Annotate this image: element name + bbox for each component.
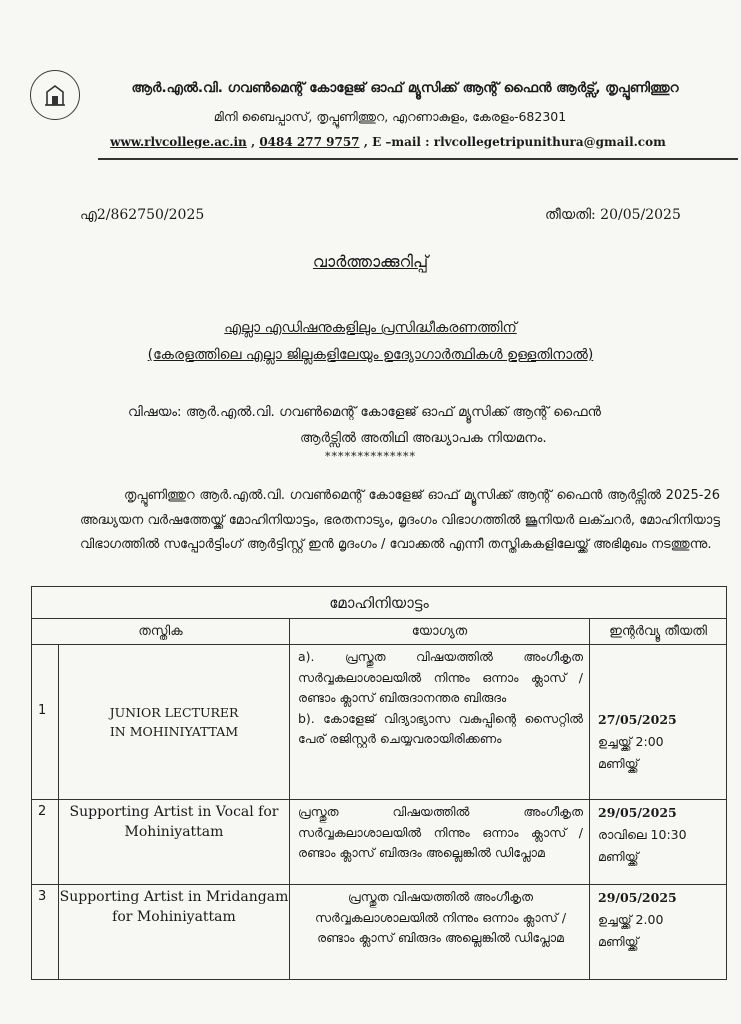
qualification-b: b). കോളേജ് വിദ്യാഭ്യാസ വകുപ്പിന്റെ സൈറ്റിൽ പേര് രജിസ്റ്റർ ചെയ്യവരായിരിക്കണം [298,710,583,746]
document-date [545,207,681,223]
college-emblem-icon [43,83,67,107]
post-name-text: JUNIOR LECTURER IN MOHINIYATTAM [109,705,239,739]
interview-date [590,645,727,800]
qualification [290,645,590,800]
contact-line: www.rlvcollege.ac.in , 0484 277 9757 , E –mail : rlvcollegetripunithura@gmail.com [110,135,666,149]
posts-table [31,586,727,980]
table-row [32,645,727,800]
interview-date [590,885,727,980]
interview-time: രാവിലെ 10:30 [598,827,687,842]
interview-date-value: 27/05/2025 [598,712,677,727]
interview-date [590,800,727,885]
qualification: പ്രസ്തുത വിഷയത്തിൽ അംഗീകൃത സർവ്വകലാശാലയിൽ നിന്നും ഒന്നാം ക്ലാസ് /രണ്ടാം ക്ലാസ് ബിരുദം അല്ലെങ്കിൽ ഡിപ്ലോമ [290,885,590,980]
phone-number: 0484 277 9757 [259,135,360,149]
qualification: പ്രസ്തുത വിഷയത്തിൽ അംഗീകൃത സർവ്വകലാശാലയിൽ നിന്നും ഒന്നാം ക്ലാസ് / രണ്ടാം ക്ലാസ് ബിരുദം അല്ലെങ്കിൽ ഡിപ്ലോമ [290,800,590,885]
college-address: മിനി ബൈപ്പാസ്, തൃപ്പൂണിത്തുറ, എറണാകുളം, കേരളം-682301 [213,109,567,124]
interview-time: ഉച്ചയ്ക്ക് 2:00 [598,734,664,749]
post-name: Supporting Artist in Vocal for Mohiniyattam [59,800,290,885]
section-heading: മോഹിനിയാട്ടം [32,587,727,619]
college-name: ആർ.എൽ.വി. ഗവൺമെന്റ് കോളേജ് ഓഫ് മ്യൂസിക്ക് ആന്റ് ഫൈൻ ആർട്സ്, തൃപ്പൂണിത്തുറ [131,80,679,96]
body-paragraph: തൃപ്പൂണിത്തുറ ആർ.എൽ.വി. ഗവൺമെന്റ് കോളേജ് ഓഫ് മ്യൂസിക്ക് ആന്റ് ഫൈൻ ആർട്സിൽ 2025-26 അദ്ധ്യയന വർഷത്തേയ്ക്ക് മോഹിനിയാട്ടം, ഭരതനാട്യം, മൃദംഗം വിഭാഗത്തിൽ ജൂനിയർ ലക്ചറർ, മോഹിനിയാട്ട വിഭാഗത്തിൽ സപ്പോർട്ടിംഗ് ആർട്ടിസ്റ്റ് ഇൻ മൃദംഗം / വോക്കൽ എന്നീ തസ്തികകളിലേയ്ക്ക് അഭിമുഖം നടത്തുന്നു. [80,488,720,552]
separator: ************** [325,450,416,463]
post-name [59,645,290,800]
interview-time-suffix: മണിയ്ക്ക് [598,934,639,949]
row-number: 2 [32,800,59,885]
row-number: 3 [32,885,59,980]
column-header-qualification: യോഗ്യത [290,619,590,645]
reference-number: എ2/862750/2025 [80,207,205,223]
row-number: 1 [32,645,59,800]
college-logo-seal [30,70,80,120]
interview-time-suffix: മണിയ്ക്ക് [598,849,639,864]
header-divider [98,158,738,160]
qualification-a: a). പ്രസ്തുത വിഷയത്തിൽ അംഗീകൃത സർവ്വകലാശാലയിൽ നിന്നും ഒന്നാം ക്ലാസ് / രണ്ടാം ക്ലാസ് ബിരുദാനന്തര ബിരുദം [298,649,583,705]
press-release-title: വാർത്താക്കുറിപ്പ് [312,252,429,271]
subject-line2: ആർട്സിൽ അതിഥി അദ്ധ്യാപക നിയമനം. [300,430,547,446]
email-label: E –mail : [372,135,430,149]
column-header-interview-date: ഇന്റർവ്യൂ തീയതി [590,619,727,645]
date-value: 20/05/2025 [600,207,681,223]
interview-time: ഉച്ചയ്ക്ക് 2.00 [598,912,664,927]
website-link[interactable]: www.rlvcollege.ac.in [110,135,247,149]
post-name: Supporting Artist in Mridangam for Mohiniyattam [59,885,290,980]
email-address[interactable]: rlvcollegetripunithura@gmail.com [433,135,666,149]
interview-time-suffix: മണിയ്ക്ക് [598,756,639,771]
table-row [32,885,727,980]
interview-date-value: 29/05/2025 [598,890,677,905]
publication-note-line1: എല്ലാ എഡിഷനുകളിലും പ്രസിദ്ധീകരണത്തിന് [224,320,517,336]
table-row [32,800,727,885]
subject-line1: വിഷയം: ആർ.എൽ.വി. ഗവൺമെന്റ് കോളേജ് ഓഫ് മ്യൂസിക്ക് ആന്റ് ഫൈൻ [128,404,601,420]
column-header-post: തസ്തിക [32,619,290,645]
date-label: തീയതി: [545,207,596,223]
interview-date-value: 29/05/2025 [598,805,677,820]
publication-note-line2: (കേരളത്തിലെ എല്ലാ ജില്ലകളിലേയും ഉദ്യോഗാർത്ഥികൾ ഉള്ളതിനാൽ) [147,347,594,363]
